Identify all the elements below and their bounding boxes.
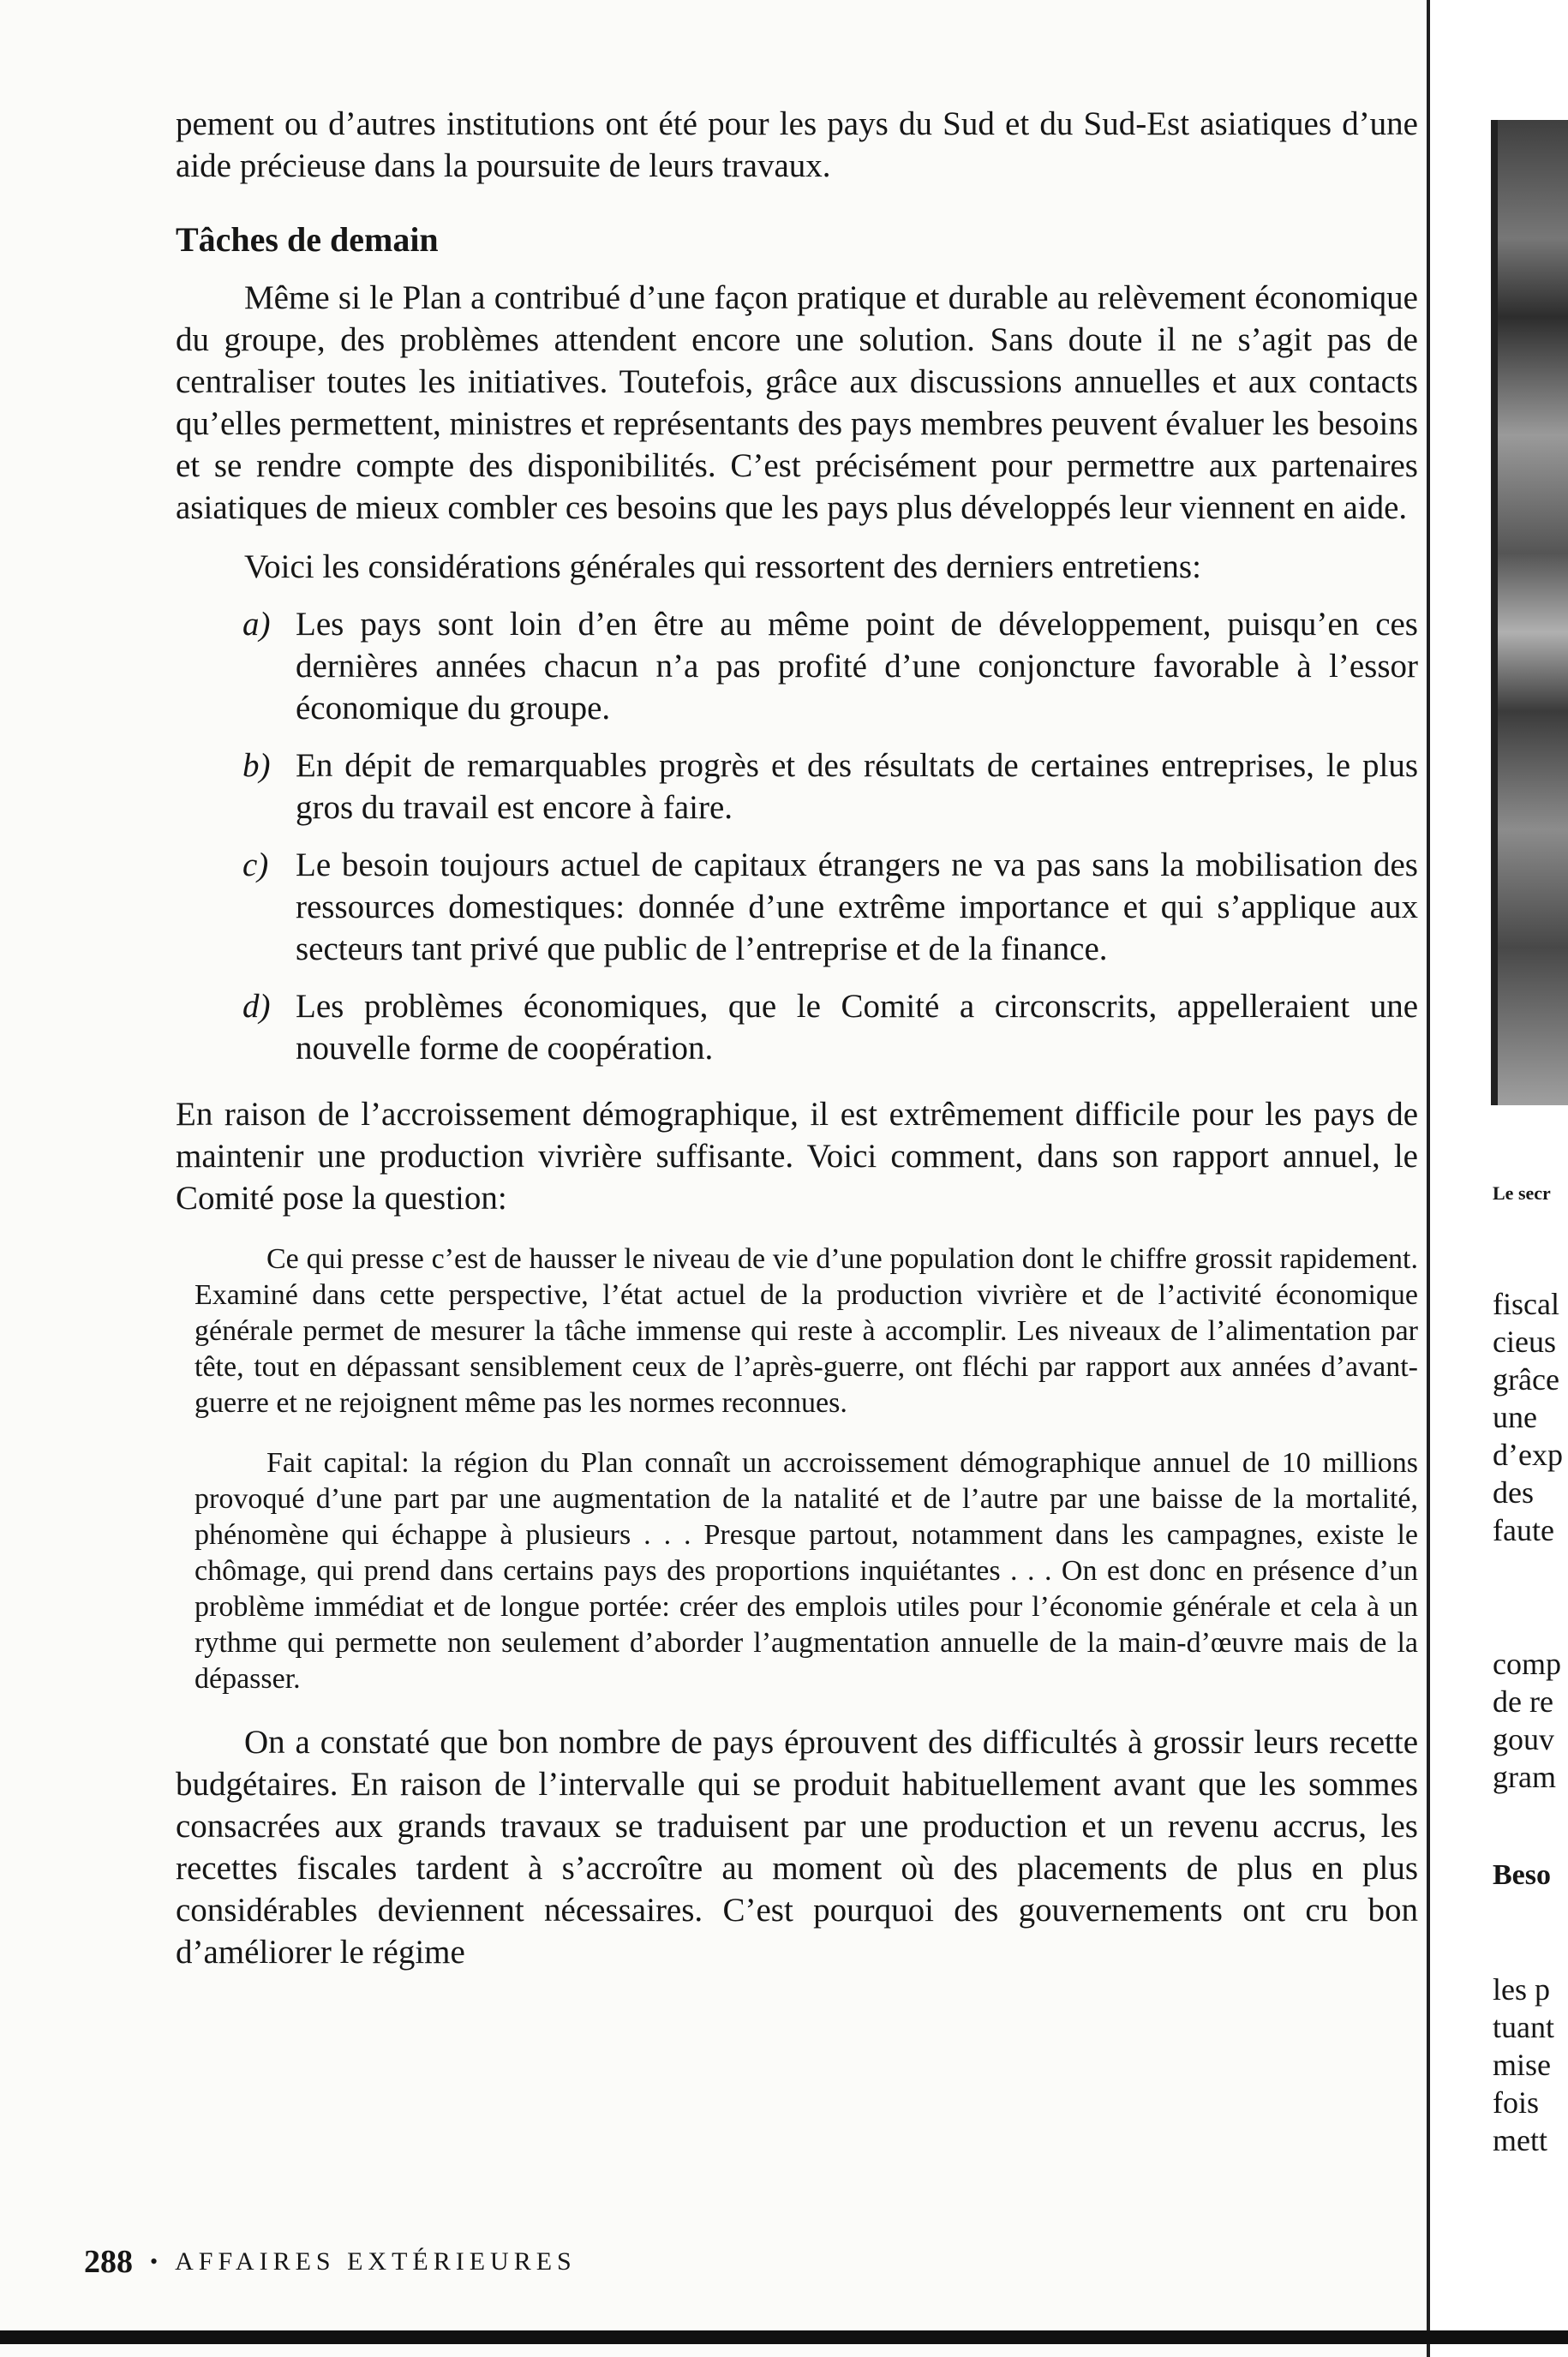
quote-paragraph: Fait capital: la région du Plan connaît un accroissement démographique annuel de 10 millions provoqué d’une part par une augmentation de la natalité et de l’autre par une baisse de la mortalité, phénomène qui échappe à plusieurs . . . Presque partout, notamment dans les campagnes, existe le chômage, qui prend dans certains pays des proportions inquiétantes . . . On est donc en présence d’un problème immédiat et de longue portée: créer des emplois utiles pour l’économie générale et cela à un rythme qui permette non seulement d’aborder l’augmentation annuelle de la main-d’œuvre mais de la dépasser. — [195, 1447, 1418, 1695]
adjacent-line: d’exp — [1493, 1438, 1563, 1472]
adjacent-line: fiscal — [1493, 1287, 1559, 1321]
adjacent-line: fois — [1493, 2085, 1539, 2120]
list-marker: b) — [242, 747, 271, 784]
paragraph-considerations: Voici les considérations générales qui ressortent des derniers entretiens: — [244, 548, 1201, 585]
adjacent-line: une — [1493, 1400, 1537, 1434]
main-text-column — [176, 103, 1418, 1973]
paragraph-demography: En raison de l’accroissement démographique, il est extrêmement difficile pour les pays de maintenir une production vivrière suffisante. Voici comment, dans son rapport annuel, le Comité pose la question: — [176, 1096, 1418, 1217]
list-text: Les problèmes économiques, que le Comité a circonscrits, appelleraient une nouvelle forme de coopération. — [296, 988, 1418, 1067]
list-text: Les pays sont loin d’en être au même point de développement, puisqu’en ces dernières années chacun n’a pas profité d’une conjoncture favorable à l’essor économique du groupe. — [296, 606, 1418, 727]
page-number: 288 — [84, 2244, 133, 2280]
list-item — [176, 844, 1418, 970]
list-item — [176, 603, 1418, 729]
adjacent-line: faute — [1493, 1513, 1554, 1547]
list-text: Le besoin toujours actuel de capitaux étrangers ne va pas sans la mobilisation des ressources domestiques: donnée d’une extrême importance et qui s’applique aux secteurs tant privé que public de l’entreprise et de la finance. — [296, 846, 1418, 967]
list-text: En dépit de remarquables progrès et des résultats de certaines entreprises, le plus gros du travail est encore à faire. — [296, 747, 1418, 826]
list-marker: a) — [242, 606, 271, 643]
running-head: AFFAIRES EXTÉRIEURES — [175, 2247, 577, 2276]
adjacent-line: de re — [1493, 1684, 1553, 1719]
list-item — [176, 745, 1418, 829]
adjacent-line: grâce — [1493, 1362, 1559, 1397]
adjacent-line: mett — [1493, 2123, 1547, 2157]
adjacent-line: mise — [1493, 2048, 1551, 2082]
adjacent-photo — [1491, 120, 1568, 1105]
adjacent-line: tuant — [1493, 2010, 1554, 2044]
section-heading: Tâches de demain — [176, 220, 439, 259]
considerations-list — [176, 603, 1418, 1069]
list-item — [176, 985, 1418, 1069]
adjacent-line: comp — [1493, 1647, 1561, 1681]
adjacent-line: cieus — [1493, 1325, 1556, 1359]
block-quote — [176, 1241, 1418, 1697]
adjacent-heading: Beso — [1493, 1859, 1551, 1891]
bottom-rule — [0, 2330, 1568, 2344]
page-footer — [84, 2243, 577, 2281]
adjacent-text-block-b — [1493, 1645, 1568, 1796]
bullet-separator: • — [150, 2249, 159, 2274]
adjacent-text-block-a — [1493, 1285, 1568, 1549]
paragraph-plan: Même si le Plan a contribué d’une façon pratique et durable au relèvement économique du groupe, des problèmes attendent encore une solution. Sans doute il ne s’agit pas de centraliser toutes les initiatives. Toutefois, grâce aux discussions annuelles et aux contacts qu’elles permettent, ministres et représentants des pays membres peuvent évaluer les besoins et se rendre compte des disponibilités. C’est précisément pour permettre aux partenaires asiatiques de mieux combler ces besoins que les pays plus développés leur viennent en aide. — [176, 279, 1418, 526]
quote-paragraph: Ce qui presse c’est de hausser le niveau de vie d’une population dont le chiffre grossit rapidement. Examiné dans cette perspective, l’état actuel de la production vivrière et de l’activité économique générale permet de mesurer la tâche immense qui reste à accomplir. Les niveaux de l’alimentation par tête, tout en dépassant sensiblement ceux de l’après-guerre, ont fléchi par rapport aux années d’avant-guerre et ne rejoignent même pas les normes reconnues. — [195, 1243, 1418, 1419]
paragraph-intro: pement ou d’autres institutions ont été pour les pays du Sud et du Sud-Est asiatiques d’une aide précieuse dans la poursuite de leurs travaux. — [176, 105, 1418, 184]
paragraph-budget: On a constaté que bon nombre de pays éprouvent des difficultés à grossir leurs recette budgétaires. En raison de l’intervalle qui se produit habituellement avant que les sommes consacrées aux grands travaux se traduisent par une production et un revenu accrus, les recettes fiscales tardent à s’accroître au moment où des placements de plus en plus considérables deviennent nécessaires. C’est pourquoi des gouvernements ont cru bon d’améliorer le régime — [176, 1724, 1418, 1971]
list-marker: d) — [242, 988, 271, 1025]
adjacent-line: des — [1493, 1475, 1534, 1510]
adjacent-line: les p — [1493, 1972, 1550, 2007]
adjacent-line: gram — [1493, 1760, 1556, 1794]
adjacent-text-block-c — [1493, 1971, 1568, 2159]
photo-caption: Le secr — [1493, 1182, 1551, 1204]
adjacent-line: gouv — [1493, 1722, 1554, 1756]
list-marker: c) — [242, 846, 269, 883]
